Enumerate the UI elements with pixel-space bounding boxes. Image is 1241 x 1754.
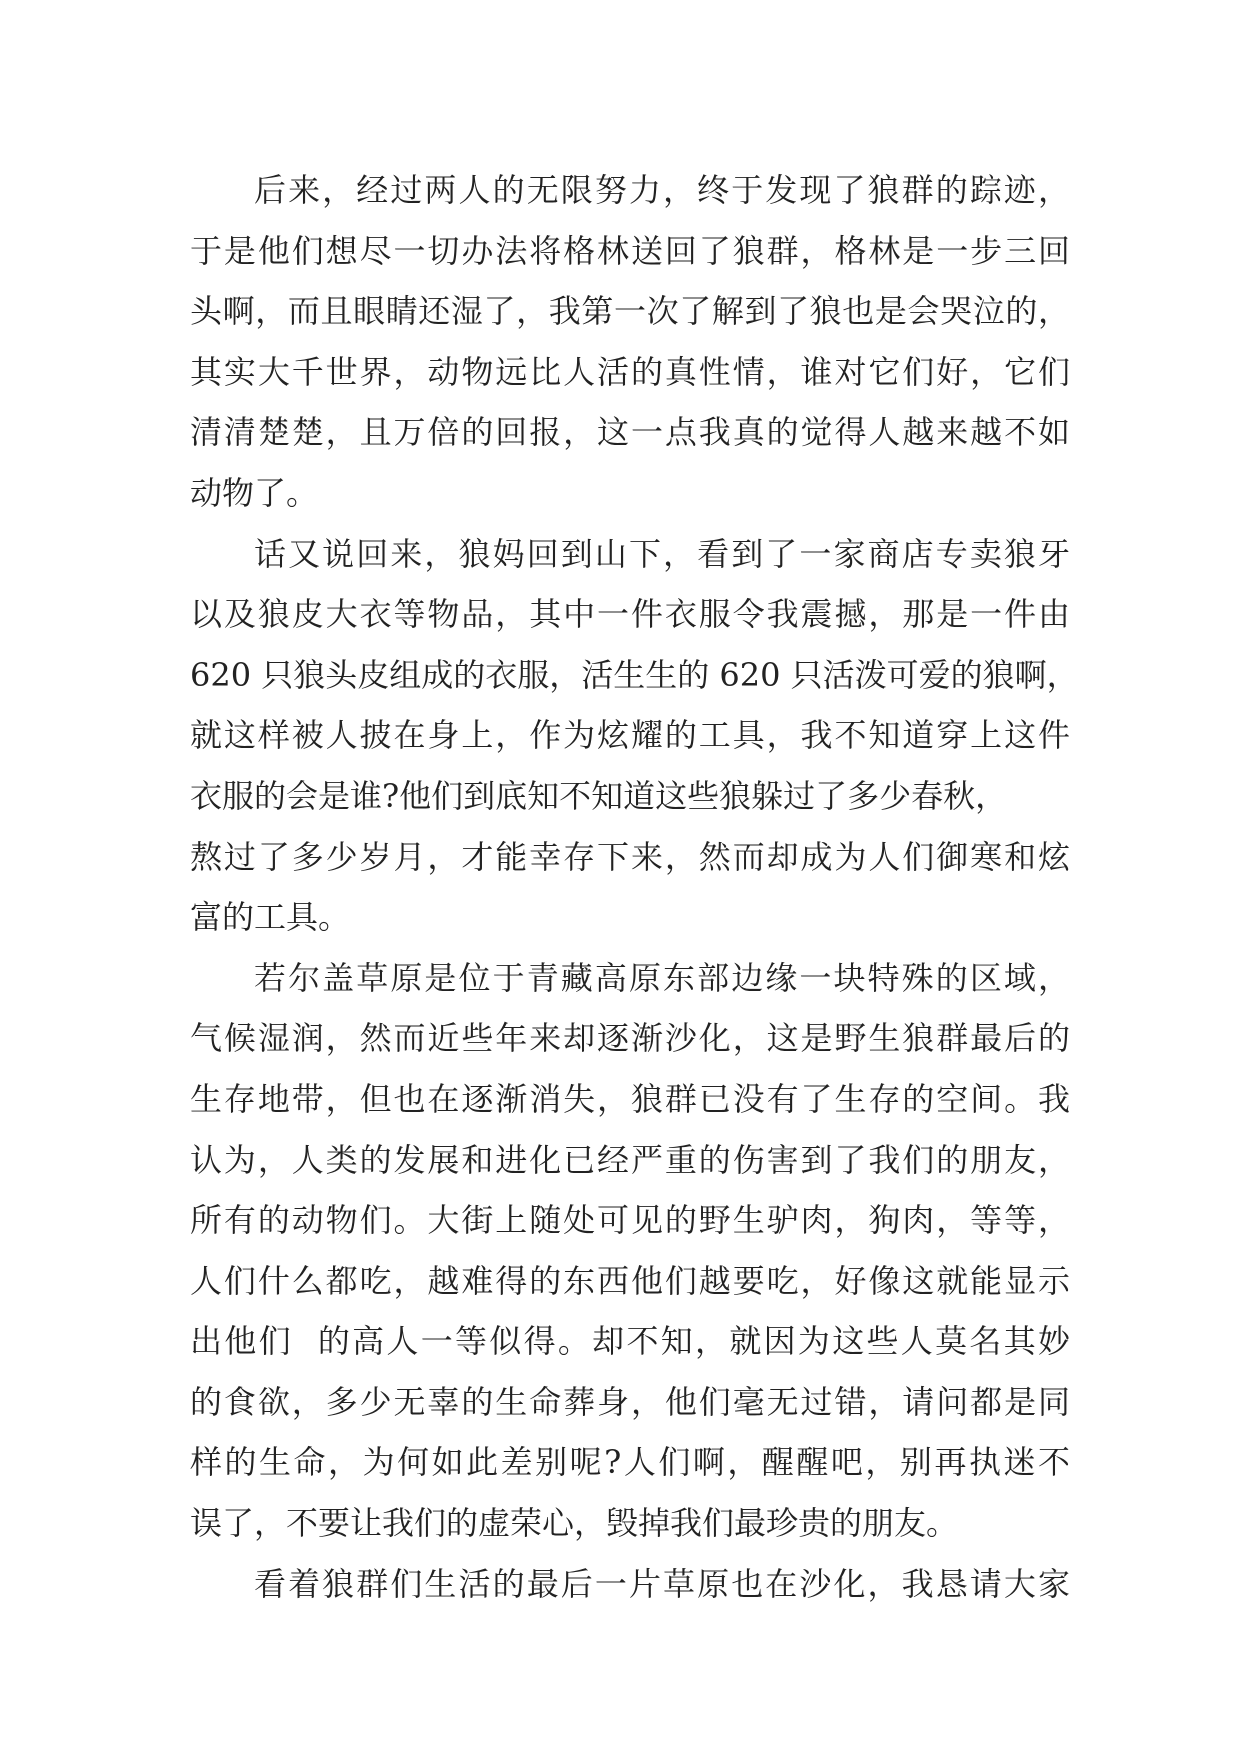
paragraph [190,160,1070,524]
text-line: 样的生命，为何如此差别呢?人们啊，醒醒吧，别再执迷不 [190,1443,1070,1482]
paragraph [190,524,1079,948]
text-line: 人们什么都吃，越难得的东西他们越要吃，好像这就能显示 [190,1261,1070,1300]
paragraph [190,948,1070,1554]
text-line: 认为，人类的发展和进化已经严重的伤害到了我们的朋友， [190,1140,1070,1179]
text-line: 误了，不要让我们的虚荣心，毁掉我们最珍贵的朋友。 [190,1504,959,1543]
text-line: 衣服的会是谁?他们到底知不知道这些狼躲过了多少春秋， [190,776,1008,815]
text-line: 后来，经过两人的无限努力，终于发现了狼群的踪迹， [254,171,1070,209]
text-line: 其实大千世界，动物远比人活的真性情，谁对它们好，它们 [190,352,1070,391]
text-line: 气候湿润，然而近些年来却逐渐沙化，这是野生狼群最后的 [190,1019,1070,1058]
text-line: 于是他们想尽一切办法将格林送回了狼群，格林是一步三回 [190,231,1070,270]
text-line: 清清楚楚，且万倍的回报，这一点我真的觉得人越来越不如 [190,413,1070,452]
text-line: 富的工具。 [190,898,351,937]
text-line: 熬过了多少岁月，才能幸存下来，然而却成为人们御寒和炫 [190,837,1070,876]
text-line: 就这样被人披在身上，作为炫耀的工具，我不知道穿上这件 [190,716,1070,755]
text-line: 若尔盖草原是位于青藏高原东部边缘一块特殊的区域， [254,958,1070,997]
paragraph [190,1554,1070,1615]
text-line: 头啊，而且眼睛还湿了，我第一次了解到了狼也是会哭泣的， [190,292,1070,331]
text-line: 动物了。 [190,473,319,512]
text-line: 620 只狼头皮组成的衣服，活生生的 620 只活泼可爱的狼啊， [190,655,1079,694]
essay-body [190,160,1079,1614]
text-line: 看着狼群们生活的最后一片草原也在沙化，我恳请大家 [254,1564,1070,1603]
text-line: 生存地带，但也在逐渐消失，狼群已没有了生存的空间。我 [190,1079,1070,1118]
text-line: 以及狼皮大衣等物品，其中一件衣服令我震撼，那是一件由 [190,595,1070,634]
text-line: 所有的动物们。大街上随处可见的野生驴肉，狗肉，等等， [190,1201,1070,1240]
text-line: 的食欲，多少无辜的生命葬身，他们毫无过错，请问都是同 [190,1382,1070,1421]
text-line: 话又说回来，狼妈回到山下，看到了一家商店专卖狼牙 [254,534,1070,573]
text-line: 出他们 的高人一等似得。却不知，就因为这些人莫名其妙 [190,1322,1070,1361]
